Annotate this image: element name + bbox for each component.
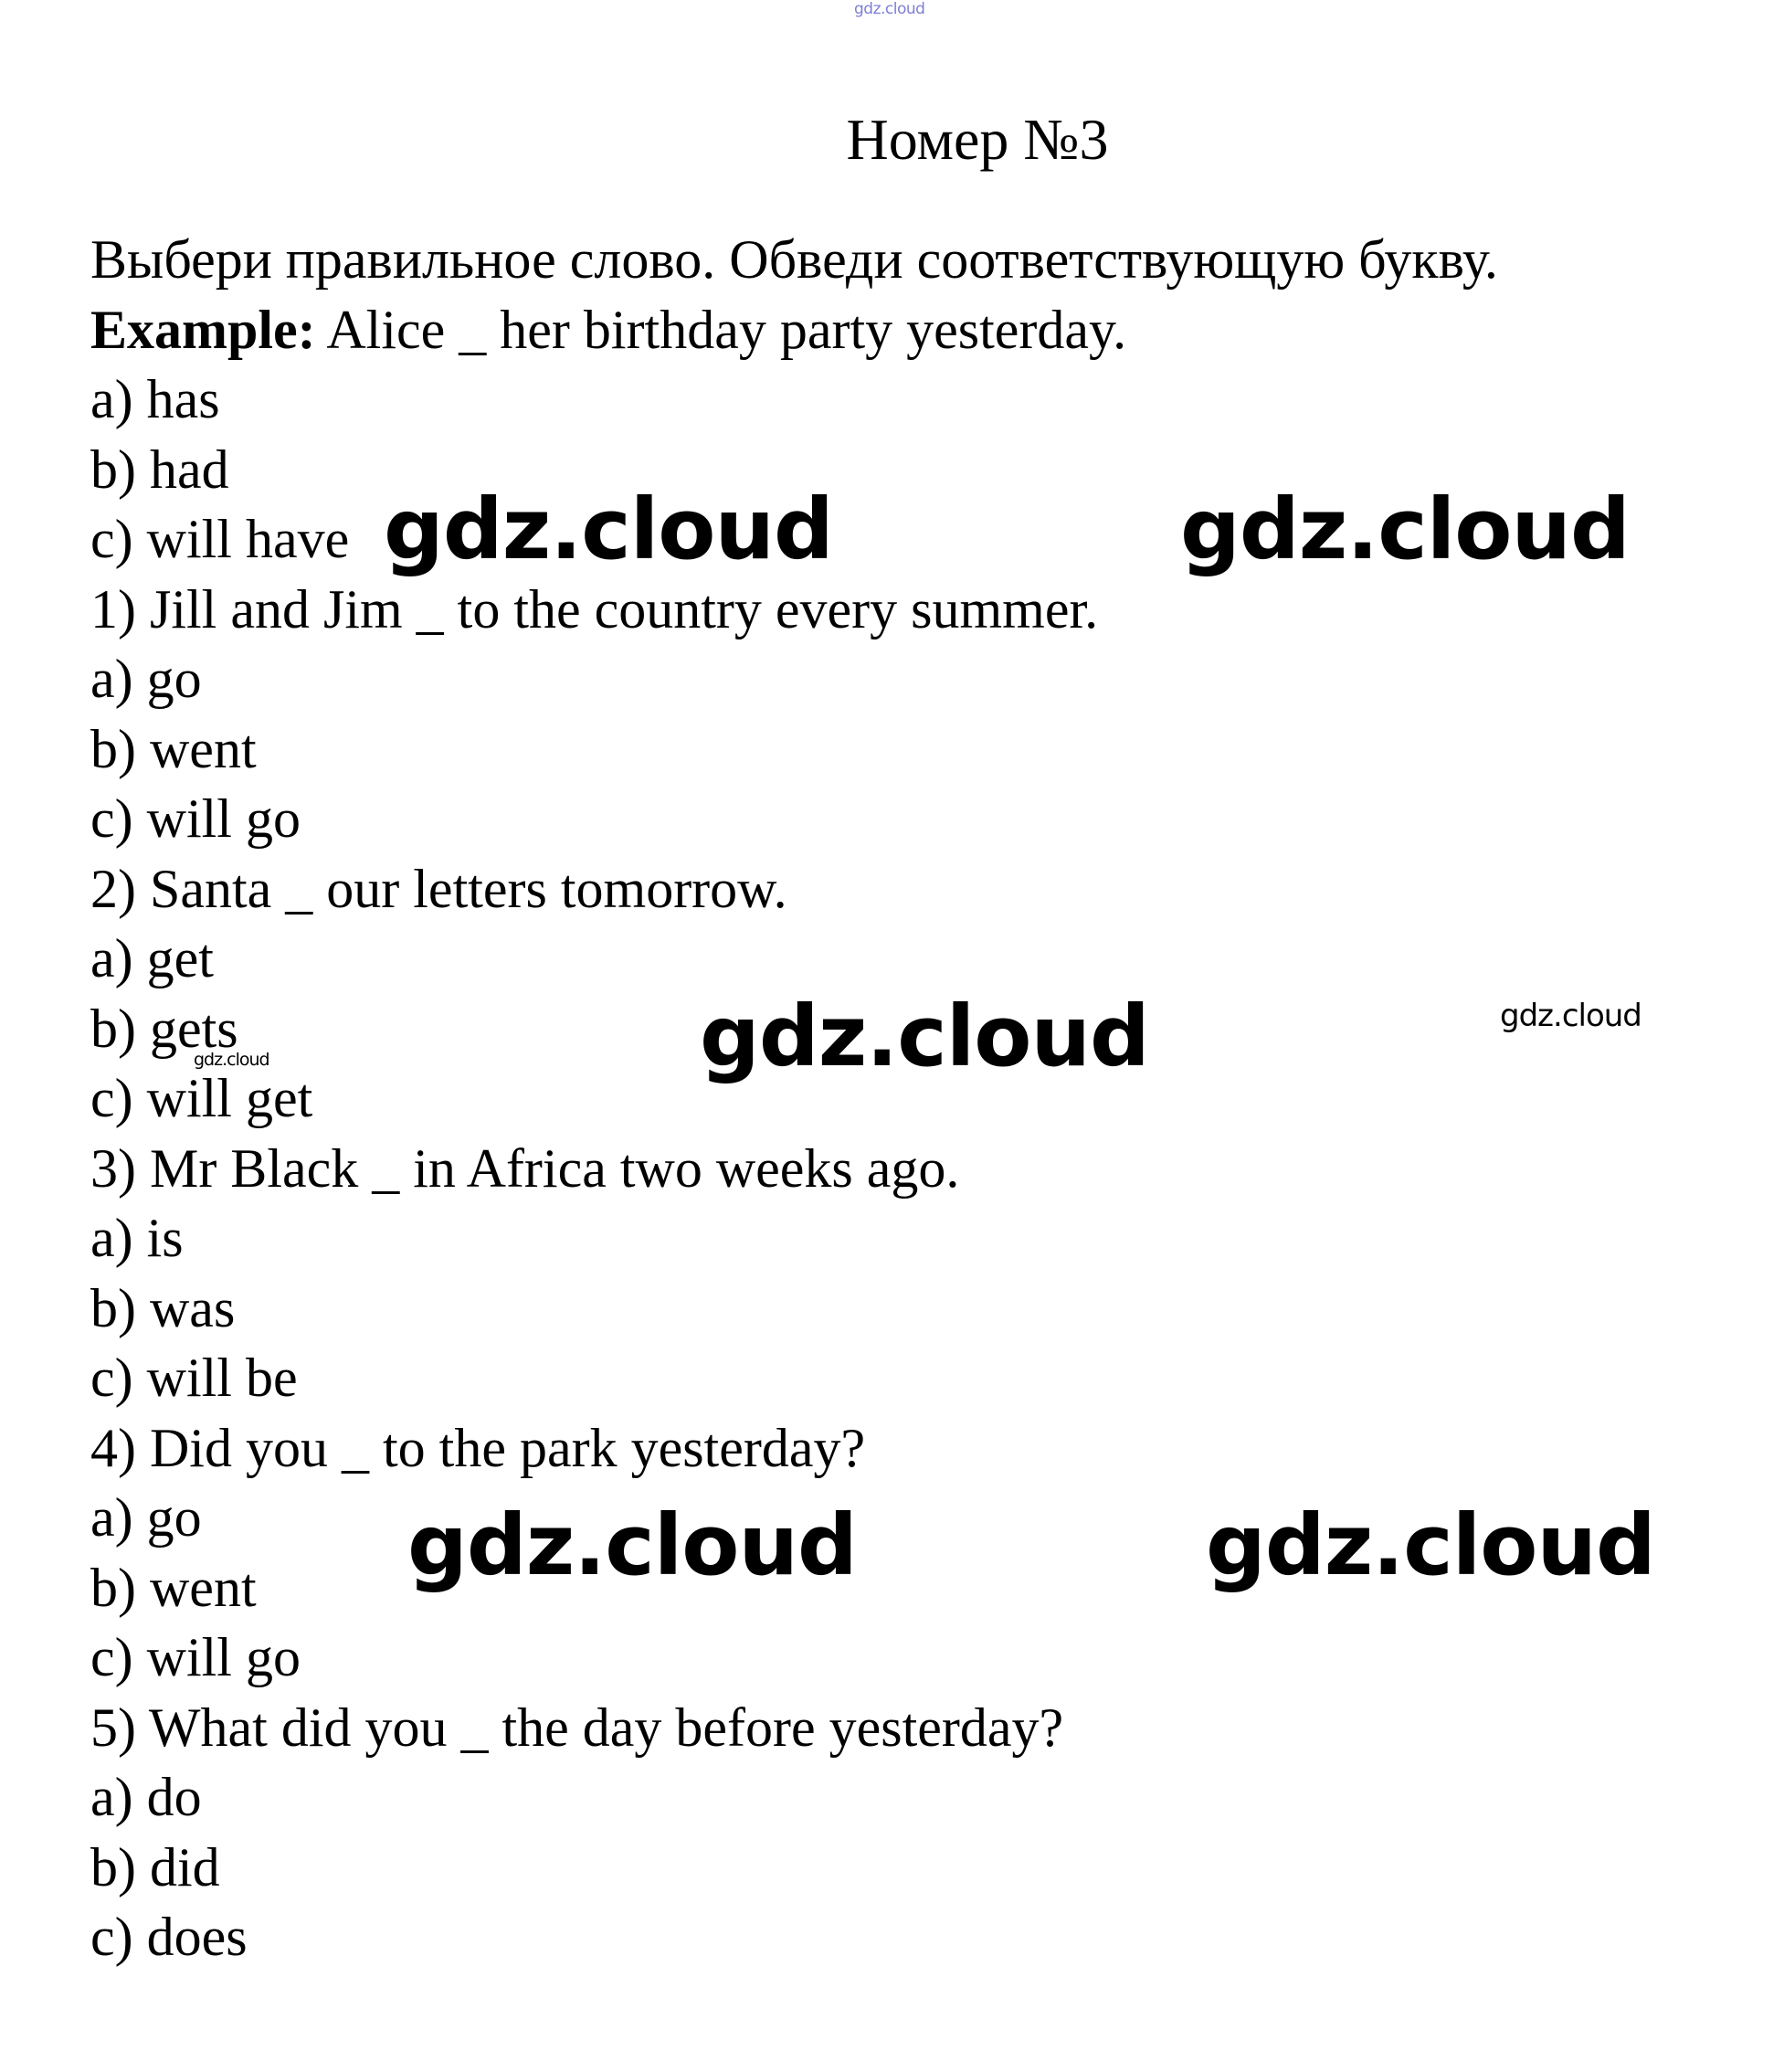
example-text: Alice _ her birthday party yesterday.	[315, 299, 1127, 360]
example-label: Example:	[90, 299, 316, 360]
watermark: gdz.cloud	[1500, 998, 1641, 1034]
question-2: 2) Santa _ our letters tomorrow.	[90, 858, 787, 919]
question-5-option-b: b) did	[90, 1836, 220, 1898]
question-3-option-a: a) is	[90, 1208, 184, 1268]
question-4-option-a: a) go	[90, 1487, 202, 1548]
top-watermark: gdz.cloud	[854, 0, 925, 18]
question-1-option-a: a) go	[90, 649, 202, 709]
question-3: 3) Mr Black _ in Africa two weeks ago.	[90, 1137, 960, 1199]
question-5-option-c: c) does	[90, 1907, 248, 1967]
page-title: Номер №3	[846, 107, 1109, 172]
question-5: 5) What did you _ the day before yesterday?	[90, 1697, 1064, 1758]
question-1: 1) Jill and Jim _ to the country every summer.	[90, 578, 1099, 640]
question-4: 4) Did you _ to the park yesterday?	[90, 1417, 866, 1478]
question-1-option-c: c) will go	[90, 788, 301, 849]
watermark: gdz.cloud	[700, 988, 1149, 1085]
question-2-option-c: c) will get	[90, 1068, 313, 1128]
watermark: gdz.cloud	[1180, 481, 1630, 578]
question-4-option-b: b) went	[90, 1557, 257, 1618]
question-2-option-a: a) get	[90, 928, 214, 988]
question-3-option-b: b) was	[90, 1277, 236, 1338]
watermark: gdz.cloud	[1206, 1496, 1655, 1594]
watermark: gdz.cloud	[384, 481, 833, 578]
example-sentence	[90, 295, 1735, 365]
question-1-option-b: b) went	[90, 718, 257, 779]
watermark: gdz.cloud	[407, 1496, 857, 1594]
question-5-option-a: a) do	[90, 1767, 202, 1827]
example-option-c: c) will have	[90, 509, 350, 569]
question-3-option-c: c) will be	[90, 1348, 298, 1408]
example-option-a: a) has	[90, 369, 220, 429]
watermark: gdz.cloud	[194, 1050, 269, 1070]
instruction: Выбери правильное слово. Обведи соответствующую букву.	[90, 229, 1498, 290]
question-4-option-c: c) will go	[90, 1627, 301, 1687]
question-2-option-b: b) gets	[90, 998, 238, 1059]
example-option-b: b) had	[90, 439, 229, 500]
